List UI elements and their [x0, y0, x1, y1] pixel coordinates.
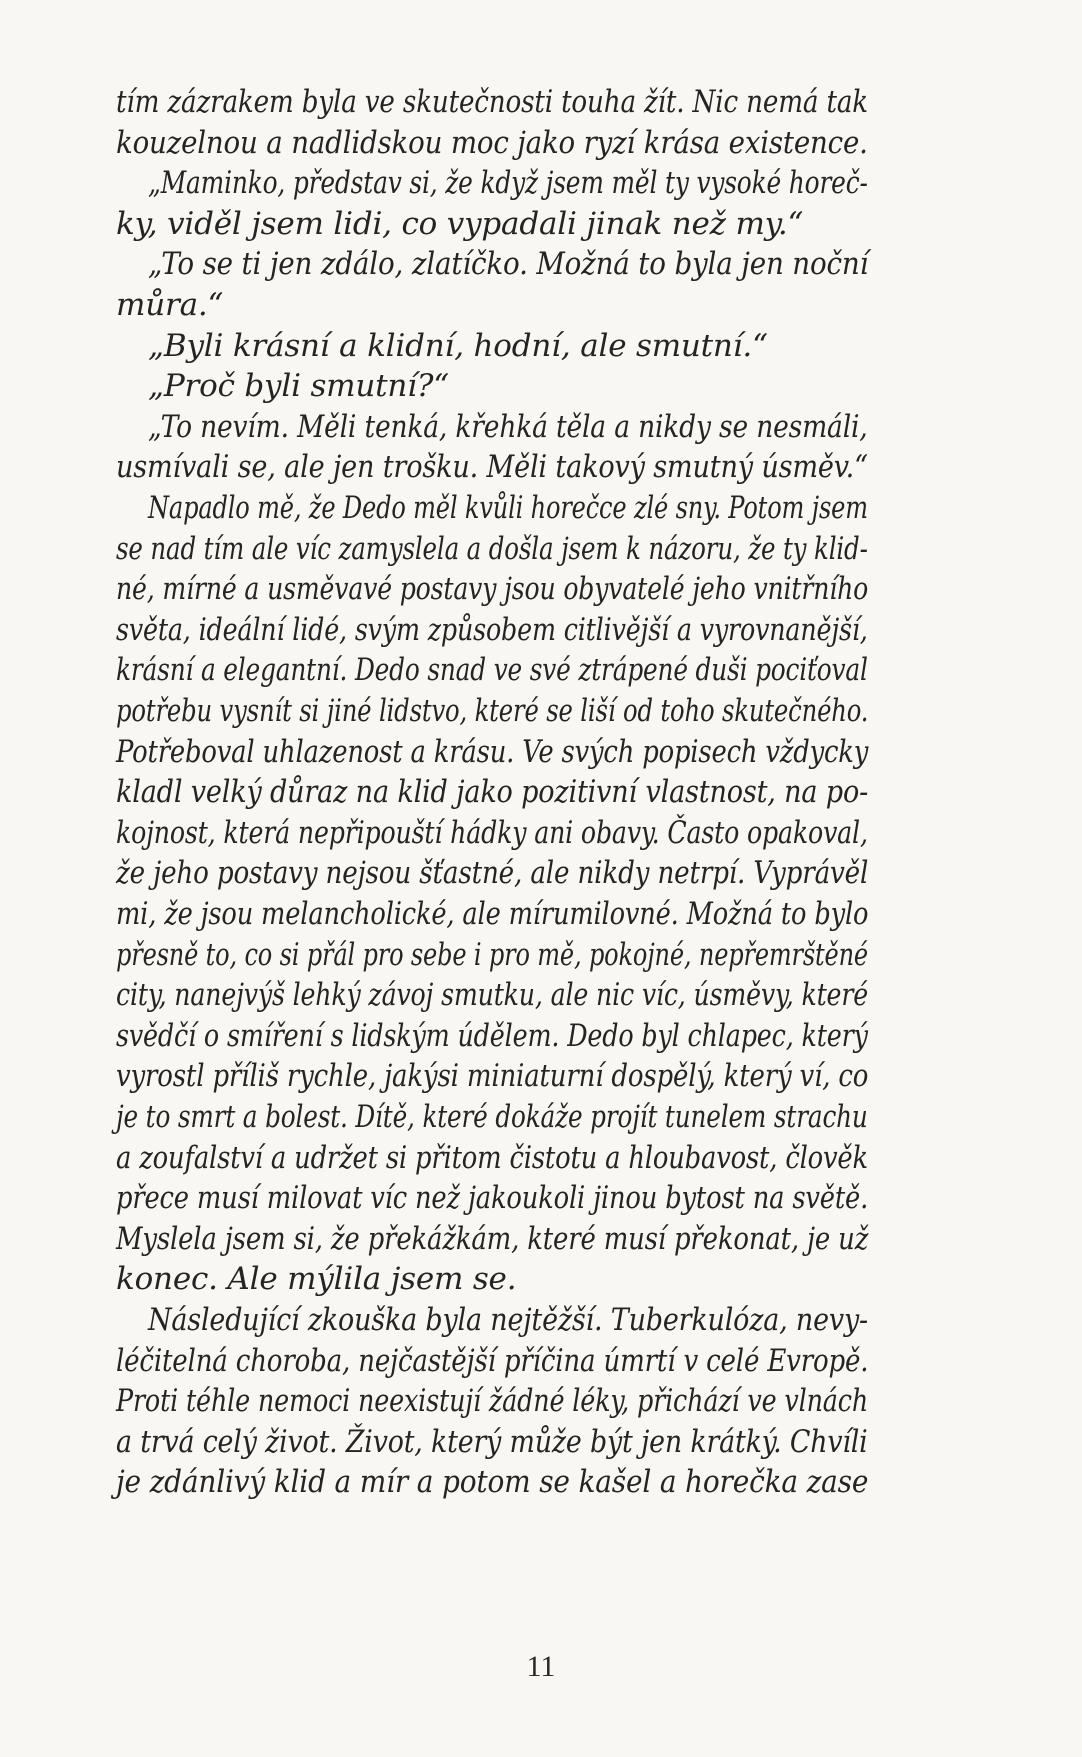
- text-line: krásní a elegantní. Dedo snad ve své ztrápené duši pociťoval: [116, 652, 868, 688]
- text-line: přece musí milovat víc než jakoukoli jinou bytost na světě.: [116, 1180, 869, 1216]
- text-line: je to smrt a bolest. Dítě, které dokáže projít tunelem strachu: [116, 1099, 868, 1135]
- text-line: kladl velký důraz na klid jako pozitivní vlastnost, na po-: [116, 774, 869, 810]
- text-line: Proti téhle nemoci neexistují žádné léky, přichází ve vlnách: [116, 1383, 869, 1419]
- text-line: potřebu vysnít si jiné lidstvo, které se liší od toho skutečného.: [116, 693, 869, 729]
- text-line: Myslela jsem si, že překážkám, které musí překonat, je už: [116, 1221, 869, 1257]
- text-line: je zdánlivý klid a mír a potom se kašel a horečka zase: [116, 1464, 869, 1500]
- text-line: „To se ti jen zdálo, zlatíčko. Možná to byla jen noční: [148, 246, 869, 282]
- text-line: mi, že jsou melancholické, ale mírumilovné. Možná to bylo: [116, 896, 869, 932]
- text-line: a trvá celý život. Život, který může být jen krátký. Chvíli: [116, 1424, 868, 1460]
- text-line: kojnost, která nepřipouští hádky ani obavy. Často opakoval,: [116, 815, 868, 851]
- text-line: se nad tím ale víc zamyslela a došla jsem k názoru, že ty klid-: [116, 531, 868, 567]
- text-line: můra.“: [116, 287, 224, 323]
- text-line: usmívali se, ale jen trošku. Měli takový smutný úsměv.“: [116, 449, 868, 485]
- text-line: svědčí o smíření s lidským údělem. Dedo byl chlapec, který: [116, 1018, 868, 1054]
- text-line: kouzelnou a nadlidskou moc jako ryzí krása existence.: [116, 125, 868, 161]
- text-line: „Proč byli smutní?“: [148, 368, 449, 404]
- text-line: „To nevím. Měli tenká, křehká těla a nikdy se nesmáli,: [148, 409, 868, 445]
- text-line: „Byli krásní a klidní, hodní, ale smutní.“: [148, 328, 768, 364]
- text-line: né, mírné a usměvavé postavy jsou obyvatelé jeho vnitřního: [116, 571, 869, 607]
- page-number: 11: [526, 1650, 556, 1683]
- text-line: konec. Ale mýlila jsem se.: [116, 1261, 517, 1297]
- text-line: přesně to, co si přál pro sebe i pro mě, pokojné, nepřemrštěné: [116, 937, 869, 973]
- text-line: Napadlo mě, že Dedo měl kvůli horečce zlé sny. Potom jsem: [148, 490, 868, 526]
- text-line: Potřeboval uhlazenost a krásu. Ve svých popisech vždycky: [116, 734, 869, 770]
- text-line: a zoufalství a udržet si přitom čistotu a hloubavost, člověk: [116, 1140, 868, 1176]
- text-line: léčitelná choroba, nejčastější příčina úmrtí v celé Evropě.: [116, 1343, 869, 1379]
- text-line: ky, viděl jsem lidi, co vypadali jinak než my.“: [116, 206, 804, 242]
- text-line: Následující zkouška byla nejtěžší. Tuberkulóza, nevy-: [148, 1302, 868, 1338]
- text-line: city, nanejvýš lehký závoj smutku, ale nic víc, úsměvy, které: [116, 977, 868, 1013]
- text-line: vyrostl příliš rychle, jakýsi miniaturní dospělý, který ví, co: [116, 1058, 869, 1094]
- text-line: tím zázrakem byla ve skutečnosti touha žít. Nic nemá tak: [116, 84, 868, 120]
- text-line: „Maminko, představ si, že když jsem měl ty vysoké horeč-: [148, 165, 868, 201]
- text-line: světa, ideální lidé, svým způsobem citlivější a vyrovnanější,: [116, 612, 868, 648]
- text-line: že jeho postavy nejsou šťastné, ale nikdy netrpí. Vyprávěl: [116, 855, 869, 891]
